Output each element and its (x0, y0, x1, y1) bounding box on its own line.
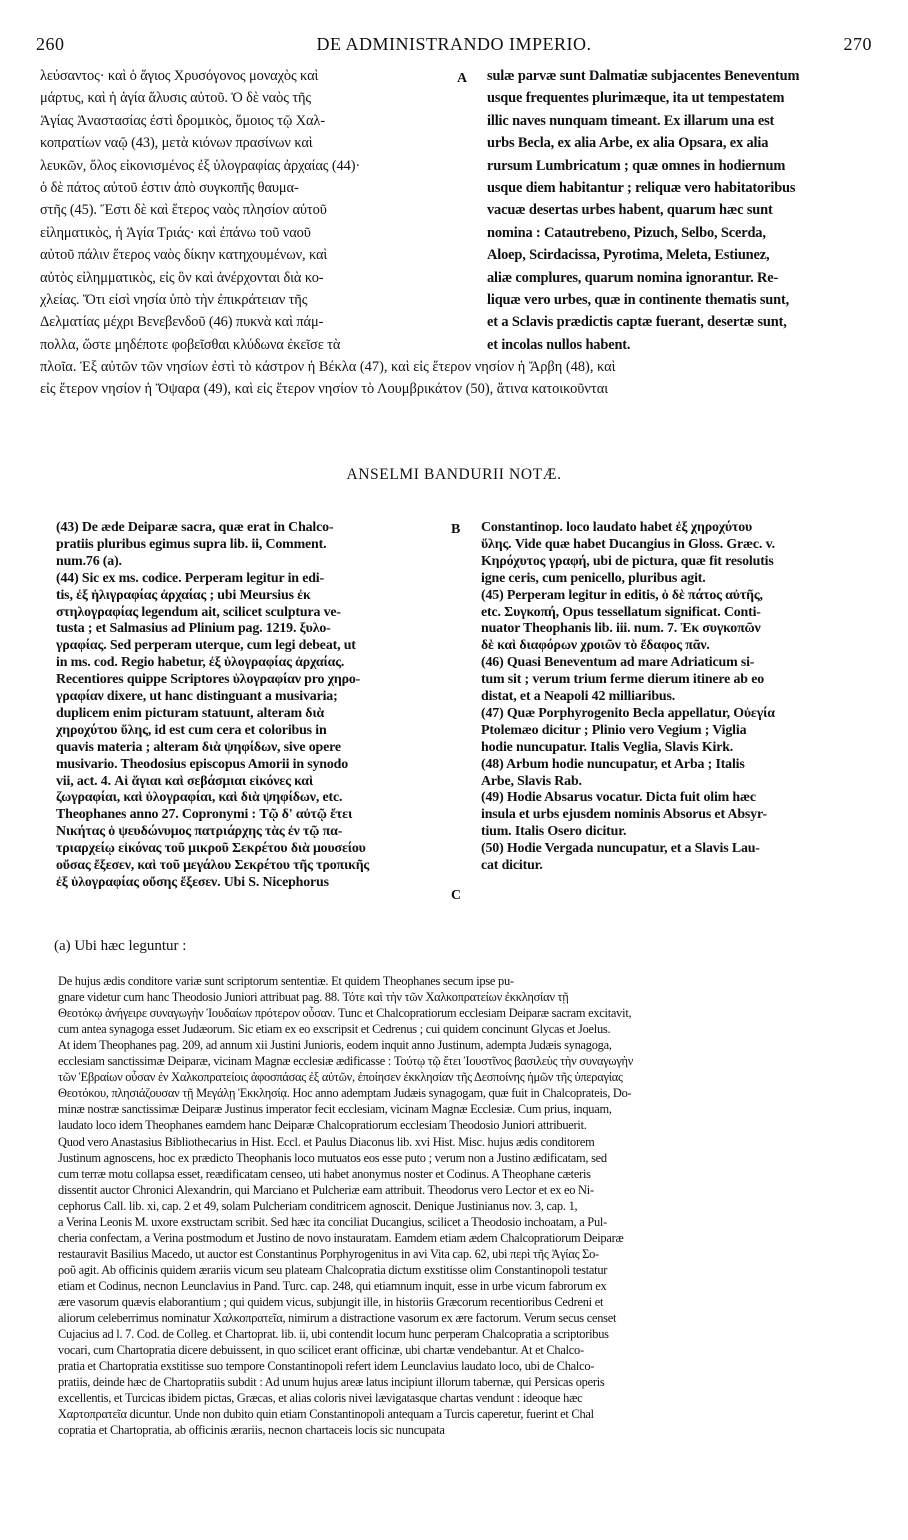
page-number-right: 270 (843, 34, 872, 54)
greek-text-line: μάρτυς, καὶ ἡ ἁγία ἅλυσις αὐτοῦ. Ὁ δὲ ναὸς τῆς (40, 90, 312, 107)
footnote-line: cephorus Call. lib. xi, cap. 2 et 49, solam Pulcheriam conditricem agnoscit. Denique Justinianus nov. 3, cap. 1, (58, 1198, 578, 1213)
footnote-line: aliorum celeberrimus nominatur Χαλκοπρατεῖα, nimirum a distractione vasorum ex ære factorum. Verum secus censet (58, 1311, 617, 1326)
note-line: (44) Sic ex ms. codice. Perperam legitur in edi- (56, 570, 324, 586)
note-line: Recentiores quippe Scriptores ὑλογραφίαν pro χηρο- (56, 672, 361, 688)
note-line: (50) Hodie Vergada nuncupatur, et a Slavis Lau- (481, 841, 760, 857)
footnote-line: etiam et Codinus, necnon Leunclavius in Pand. Turc. cap. 248, qui etiamnum inquit, esse in urbe vicum fabrorum ex (58, 1278, 607, 1293)
footnote-line: restauravit Basilius Macedo, ut auctor est Constantinus Porphyrogenitus in avi Vita cap. 62, ubi περὶ τῆς Ἁγίας Σο- (58, 1246, 599, 1261)
note-line: γραφίαν dixere, ut hanc distinguant a musivaria; (56, 689, 338, 704)
footnote-line: pratia et Chartopratia exstitisse suo tempore Constantinopoli refert idem Leunclavius laudato loco, ubi de Chalco- (58, 1359, 595, 1374)
note-line: quavis materia ; alteram διὰ ψηφίδων, sive opere (56, 739, 341, 755)
note-line: tium. Italis Osero dicitur. (481, 824, 627, 840)
note-line: γραφίας. Sed perperam uterque, cum legi debeat, ut (56, 638, 356, 654)
greek-text-line: λευκῶν, ὅλος εἰκονισμένος ἐξ ὑλογραφίας ἀρχαίας (44)· (40, 157, 361, 174)
footnote-line: cum antea synagoga esset Judæorum. Sic etiam ex eo exscripsit et Cedrenus ; cui quidem concinunt Glycas et Joelus. (58, 1022, 611, 1037)
latin-text-line: illic naves nunquam timeant. Ex illarum una est (487, 112, 775, 129)
footnote-intro: (a) Ubi hæc leguntur : (54, 938, 187, 954)
note-line: tum sit ; verum trium ferme dierum itinere ab eo (481, 672, 765, 688)
footnote-line: a Verina Leonis M. uxore exstructam scribit. Sed hæc ita conciliat Ducangius, scilicet a Theodosio inchoatam, a Pul- (58, 1214, 607, 1229)
latin-text-line: vacuæ desertas urbes habent, quarum hæc sunt (487, 202, 773, 219)
margin-marker-a: A (457, 71, 468, 86)
greek-text-line: αὐτὸς εἰλημματικὸς, εἰς ὃν καὶ ἀνέρχονται διὰ κο- (40, 269, 324, 286)
greek-text-line: εἰληματικὸς, ἡ Ἁγία Τριάς· καὶ ἐπάνω τοῦ ναοῦ (40, 224, 311, 241)
latin-text-line: liquæ vero urbes, quæ in continente thematis sunt, (487, 292, 790, 308)
latin-text-line: urbs Becla, ex alia Arbe, ex alia Opsara, ex alia (487, 135, 769, 152)
footnote-line: gnare videtur cum hanc Theodosio Juniori attribuat pag. 88. Τότε καὶ τὴν τῶν Χαλκοπρατείων ἐκκλησίαν τῇ (58, 990, 569, 1005)
latin-text-line: aliæ complures, quarum nomina ignorantur. Re- (487, 269, 779, 286)
greek-text-line: πολλα, ὥστε μηδέποτε φοβεῖσθαι κλύδωνα ἐκεῖσε τὰ (40, 336, 341, 353)
footnote-line: ροῦ agit. Ab officinis quidem ærariis vicum seu plateam Chalcopratia dictum exstitisse olim Constantinopoli testatur (58, 1262, 608, 1277)
note-line: ἐξ ὑλογραφίας οὔσης ἔξεσεν. Ubi S. Nicephorus (56, 874, 329, 890)
note-line: (46) Quasi Beneventum ad mare Adriaticum si- (481, 655, 755, 671)
greek-text-line: Δελματίας μέχρι Βενεβενδοῦ (46) πυκνὰ καὶ πάμ- (40, 314, 324, 331)
note-line: vii, act. 4. Αἱ ἅγιαι καὶ σεβάσμιαι εἰκόνες καὶ (56, 773, 314, 789)
note-line: Ptolemæo dicitur ; Plinio vero Vegium ; Viglia (481, 722, 747, 738)
note-line: (43) De æde Deiparæ sacra, quæ erat in Chalco- (56, 520, 334, 535)
footnote-line: cheria confectam, a Verina postmodum et Justino de novo instauratam. Eamdem etiam ædem Chalcopratiorum Deiparæ (58, 1230, 624, 1245)
note-line: δὲ καὶ διαφόρων χροιῶν τὸ ἔδαφος πᾶν. (481, 638, 710, 654)
notes-heading: ANSELMI BANDURII NOTÆ. (346, 466, 562, 483)
greek-text-line: χλείας. Ὅτι εἰσὶ νησία ὑπὸ τὴν ἐπικράτειαν τῆς (40, 292, 308, 308)
footnote-line: ære vasorum quævis elaborantium ; qui quidem vicus, subjungit ille, in historiis Græcorum recentioribus Cedreni et (58, 1295, 604, 1309)
footnote-line: laudato loco idem Theophanes eamdem hanc Deiparæ Chalcopratiorum ecclesiam Theodosio Juniori attribuerit. (58, 1118, 587, 1133)
footnote-line: At idem Theophanes pag. 209, ad annum xii Justini Junioris, eodem inquit anno Justinum, adempta Judæis synagoga, (58, 1038, 612, 1053)
note-line: Constantinop. loco laudato habet ἐξ χηροχύτου (481, 520, 753, 535)
greek-text-line: Ἁγίας Ἀναστασίας ἐστὶ δρομικὸς, ὅμοιος τῷ Χαλ- (40, 112, 326, 129)
note-line: in ms. cod. Regio habetur, ἐξ ὑλογραφίας ἀρχαίας. (56, 655, 345, 671)
latin-text-line: rursum Lumbricatum ; quæ omnes in hodiernum (487, 157, 786, 174)
note-line: duplicem enim picturam statuunt, alteram διὰ (56, 705, 325, 721)
greek-text-line: εἰς ἕτερον νησίον ἡ Ὄψαρα (49), καὶ εἰς ἕτερον νησίον τὸ Λουμβρικάτον (50), ἅτινα κατοικοῦνται (40, 381, 609, 398)
note-line: num.76 (a). (56, 553, 122, 569)
footnote-line: dissentit auctor Chronici Alexandrin, qui Marciano et Pulcheriæ eam attribuit. Theodorus vero Lector et ex eo Ni- (58, 1182, 594, 1197)
note-line: pratiis pluribus egimus supra lib. ii, Comment. (56, 536, 327, 552)
footnote-line: Θεοτόκου, πλησιάζουσαν τῇ Μεγάλῃ Ἐκκλησίᾳ. Hoc anno ademptam Judæis synagogam, quæ fuit in Chalcoprateis, Do- (58, 1086, 632, 1101)
note-line: hodie nuncupatur. Italis Veglia, Slavis Kirk. (481, 739, 734, 755)
footnote-line: Justinum agnoscens, hoc ex prædicto Theophanis loco mutuatos eos esse puto ; verum non a Justino ædificatam, sed (58, 1150, 607, 1165)
footnote-line: Χαρτοπρατεῖα dicuntur. Unde non dubito quin etiam Constantinopoli antequam a Turcis caperetur, fuerint et Chal (58, 1407, 594, 1422)
note-line: ζωγραφίαι, καὶ ὑλογραφίαι, καὶ διὰ ψηφίδων, etc. (56, 790, 343, 806)
note-line: Theophanes anno 27. Copronymi : Τῷ δ' αὐτῷ ἔτει (56, 807, 353, 823)
footnote-line: Quod vero Anastasius Bibliothecarius in Hist. Eccl. et Paulus Diaconus lib. xvi Hist. Misc. hujus ædis conditorem (58, 1134, 595, 1149)
note-line: (49) Hodie Absarus vocatur. Dicta fuit olim hæc (481, 790, 756, 806)
latin-text-line: Aloep, Scirdacissa, Pyrotima, Meleta, Estiunez, (487, 247, 770, 264)
footnote-line: Cujacius ad l. 7. Cod. de Colleg. et Chartoprat. lib. ii, ubi contendit locum hunc perperam Chalcopratia a scriptoribus (58, 1327, 609, 1342)
running-header (36, 34, 872, 62)
note-line: tusta ; et Salmasius ad Plinium pag. 1219. ξυλο- (56, 621, 331, 637)
note-line: Νικήτας ὁ ψευδώνυμος πατριάρχης τὰς ἐν τῷ πα- (56, 824, 343, 840)
greek-text-line: πλοῖα. Ἐξ αὐτῶν τῶν νησίων ἐστὶ τὸ κάστρον ἡ Βέκλα (47), καὶ εἰς ἕτερον νησίον ἡ Ἄρβη (48), καὶ (40, 359, 616, 375)
footnote-line: excellentis, et Turcicas ibidem pictas, Græcas, et alias coloris nivei lævigatasque chartas vendunt : ideoque hæc (58, 1391, 583, 1406)
latin-text-line: usque diem habitantur ; reliquæ vero habitatoribus (487, 180, 796, 196)
note-line: insula et urbs ejusdem nominis Absorus et Absyr- (481, 807, 767, 823)
greek-text-line: αὐτοῦ πάλιν ἕτερος ναὸς δίκην κατηχουμένων, καὶ (40, 247, 328, 264)
note-line: nuator Theophanis lib. iii. num. 7. Ἐκ συγκοπῶν (481, 621, 761, 637)
note-line: (47) Quæ Porphyrogenito Becla appellatur, Οὐεγία (481, 705, 775, 721)
note-line: distat, et a Neapoli 42 milliaribus. (481, 689, 676, 704)
margin-marker-b: B (451, 522, 461, 537)
footnote-line: cum terræ motu collapsa esset, reædificatam censeo, uti habet anonymus noster et Codinus. A Theophane cæteris (58, 1166, 591, 1181)
latin-text-line: et incolas nullos habent. (487, 336, 631, 353)
footnote-line: ecclesiam sanctissimæ Deiparæ, vicinam Magnæ ecclesiæ ædificasse : Τούτῳ τῷ ἔτει Ἰουστῖνος βασιλεὺς τὴν συναγωγὴν (58, 1054, 634, 1069)
footnote-line: pratiis, deinde hæc de Chartopratiis subdit : Ad unum hujus areæ latus incipiunt illorum tabernæ, qui Persicas operis (58, 1375, 605, 1390)
footnote-line: copratia et Chartopratia, ab officinis ærariis, necnon chartaceis locis sic nuncupata (58, 1423, 445, 1438)
latin-text-line: sulæ parvæ sunt Dalmatiæ subjacentes Beneventum (487, 68, 800, 84)
page-number-left: 260 (36, 34, 65, 54)
latin-text-line: et a Sclavis prædictis captæ fuerant, desertæ sunt, (487, 314, 787, 331)
note-line: οὔσας ἔξεσεν, καὶ τοῦ μεγάλου Σεκρέτου τῆς τροπικῆς (56, 858, 370, 873)
note-line: Κηρόχυτος γραφή, ubi de pictura, quæ fit resolutis (481, 553, 774, 569)
latin-text-line: nomina : Catautrebeno, Pizuch, Selbo, Scerda, (487, 224, 766, 241)
running-title: DE ADMINISTRANDO IMPERIO. (316, 34, 592, 54)
footnote-line: vocari, cum Chartopratia dicere debuissent, in quo scilicet erant officinæ, ubi chartæ vendebantur. At et Chalco- (58, 1343, 584, 1358)
note-line: tis, ἐξ ἡλιγραφίας ἀρχαίας ; ubi Meursius ἐκ (56, 587, 311, 603)
note-line: (45) Perperam legitur in editis, ὁ δὲ πάτος αὐτῆς, (481, 587, 763, 603)
note-line: musivario. Theodosius episcopus Amorii in synodo (56, 756, 349, 772)
note-line: ὕλης. Vide quæ habet Ducangius in Gloss. Græc. v. (481, 536, 775, 552)
margin-marker-c: C (451, 888, 462, 903)
note-line: τριαρχείῳ εἰκόνας τοῦ μικροῦ Σεκρέτου διὰ μουσείου (56, 841, 366, 857)
greek-text-line: λεύσαντος· καὶ ὁ ἅγιος Χρυσόγονος μοναχὸς καὶ (40, 68, 319, 84)
footnote-line: minæ nostræ sanctissimæ Deiparæ Justinus imperator fecit ecclesiam, vicinam Magnæ Ecclesiæ. Cum prius, inquam, (58, 1102, 612, 1117)
note-line: etc. Συγκοπή, Opus tessellatum significat. Conti- (481, 604, 761, 620)
note-line: cat dicitur. (481, 858, 543, 873)
note-line: Arbe, Slavis Rab. (481, 773, 582, 789)
greek-text-line: κοπρατίων ναῷ (43), μετὰ κιόνων πρασίνων καὶ (40, 135, 313, 152)
note-line: στηλογραφίας legendum ait, scilicet sculptura ve- (56, 604, 341, 620)
note-line: igne ceris, cum penicello, pluribus agit. (481, 570, 706, 586)
note-line: (48) Arbum hodie nuncupatur, et Arba ; Italis (481, 756, 745, 772)
footnote-line: τῶν Ἑβραίων οὖσαν ἐν Χαλκοπρατείοις ἀφοσπάσας ἐξ αὐτῶν, ἐποίησεν ἐκκλησίαν τῆς Δεσποίνης ἡμῶν τῆς ὑπεραγίας (58, 1070, 623, 1085)
greek-text-line: στῆς (45). Ἔστι δὲ καὶ ἕτερος ναὸς πλησίον αὐτοῦ (40, 202, 327, 219)
footnote-line: De hujus ædis conditore variæ sunt scriptorum sententiæ. Et quidem Theophanes secum ipse pu- (58, 974, 514, 988)
note-line: χηροχύτου ὕλης, id est cum cera et coloribus in (56, 722, 327, 738)
greek-text-line: ὁ δὲ πάτος αὐτοῦ ἐστιν ἀπὸ συγκοπῆς θαυμα- (40, 180, 299, 196)
footnote-line: Θεοτόκῳ ἀνήγειρε συναγωγὴν Ἰουδαίων πρότερον οὖσαν. Tunc et Chalcopratiorum ecclesiam Deiparæ sacram excitavit, (58, 1006, 632, 1021)
latin-text-line: usque frequentes plurimæque, ita ut tempestatem (487, 90, 785, 107)
